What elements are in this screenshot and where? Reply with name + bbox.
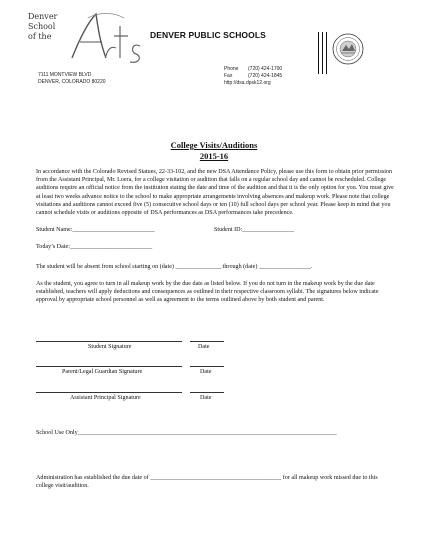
- district-name: DENVER PUBLIC SCHOOLS: [150, 30, 266, 40]
- school-use-field[interactable]: School Use Only_____________________________________________________________________________________: [36, 430, 337, 436]
- form-title: College Visits/Auditions: [170, 140, 258, 150]
- student-date-line[interactable]: [190, 341, 224, 342]
- parent-signature-line[interactable]: [36, 366, 182, 367]
- agreement-paragraph: As the student, you agree to turn in all makeup work by the due date as listed below. If you do not turn in the makeup work by the due date established, teachers will apply deductions and consequences as outlined in their respective classroom syllabi. The signatures below indicate approval by appropriate school personnel as well as agreement to the terms outlined above by both student and parent.: [36, 281, 379, 304]
- principal-date-label: Date: [200, 395, 212, 401]
- student-date-label: Date: [198, 344, 210, 350]
- principal-signature-line[interactable]: [36, 392, 182, 393]
- address-line-2: DENVER, COLORADO 80220: [38, 79, 106, 85]
- principal-date-line[interactable]: [190, 392, 224, 393]
- form-year: 2015-16: [199, 151, 229, 161]
- divider-bar: [322, 32, 323, 74]
- student-signature-label: Student Signature: [88, 344, 132, 350]
- logo-line-3: of the: [28, 32, 52, 41]
- parent-date-line[interactable]: [190, 366, 224, 367]
- fax-row: [224, 73, 282, 80]
- policy-paragraph: In accordance with the Colorado Revised Statues, 22-33-102, and the new DSA Attendance Policy, please use this form to obtain prior permission from the Assistant Principal, Mr. Loera, for a college visitation or audition that falls on a regular school day and cannot be rescheduled. College auditions require an official notice from the institution stating the date and time of the audition and that it is the only option for you. You must give at least two weeks advance notice to the school to make appropriate arrangements involving absences and makeup work. Please note that college visitations and auditions cannot exceed five (5) consecutive school days or ten (10) full school days per school year. Please keep in mind that you cannot schedule visits or auditions opposite of DSA performances as DSA performances take precedence.: [36, 169, 394, 217]
- contact-block: [224, 66, 282, 87]
- divider-bar: [326, 32, 327, 74]
- fax-label: Fax: [224, 73, 233, 79]
- student-name-field[interactable]: Student Name:___________________________: [36, 227, 155, 233]
- student-id-field[interactable]: Student ID:_________________: [214, 227, 295, 233]
- phone-label: Phone: [224, 66, 239, 72]
- address-line-1: 7111 MONTVIEW BLVD: [38, 72, 92, 78]
- parent-date-label: Date: [200, 369, 212, 375]
- divider-bar: [318, 32, 319, 74]
- today-date-field[interactable]: Today’s Date:___________________________: [36, 244, 153, 250]
- phone-row: [224, 66, 282, 73]
- district-seal-icon: [332, 33, 364, 65]
- admin-due-date-note: Administration has established the due date of ___________________________________________ for all makeup work missed due to this college visit/audition.: [36, 475, 378, 490]
- website-link[interactable]: http://dsa.dpsk12.org: [224, 80, 271, 86]
- arts-logo-mark: [28, 8, 146, 66]
- principal-signature-label: Assistant Principal Signature: [70, 395, 141, 401]
- parent-signature-label: Parent/Legal Guardian Signature: [62, 369, 143, 375]
- logo-line-1: Denver: [28, 12, 58, 21]
- logo-line-2: School: [28, 22, 56, 31]
- school-address: [38, 72, 106, 86]
- student-signature-line[interactable]: [36, 341, 182, 342]
- fax-value: (720) 424-1845: [248, 73, 283, 79]
- absence-dates-field[interactable]: The student will be absent from school starting on (date) _______________ through (date) _________________.: [36, 264, 313, 270]
- phone-value: (720) 424-1700: [248, 66, 283, 72]
